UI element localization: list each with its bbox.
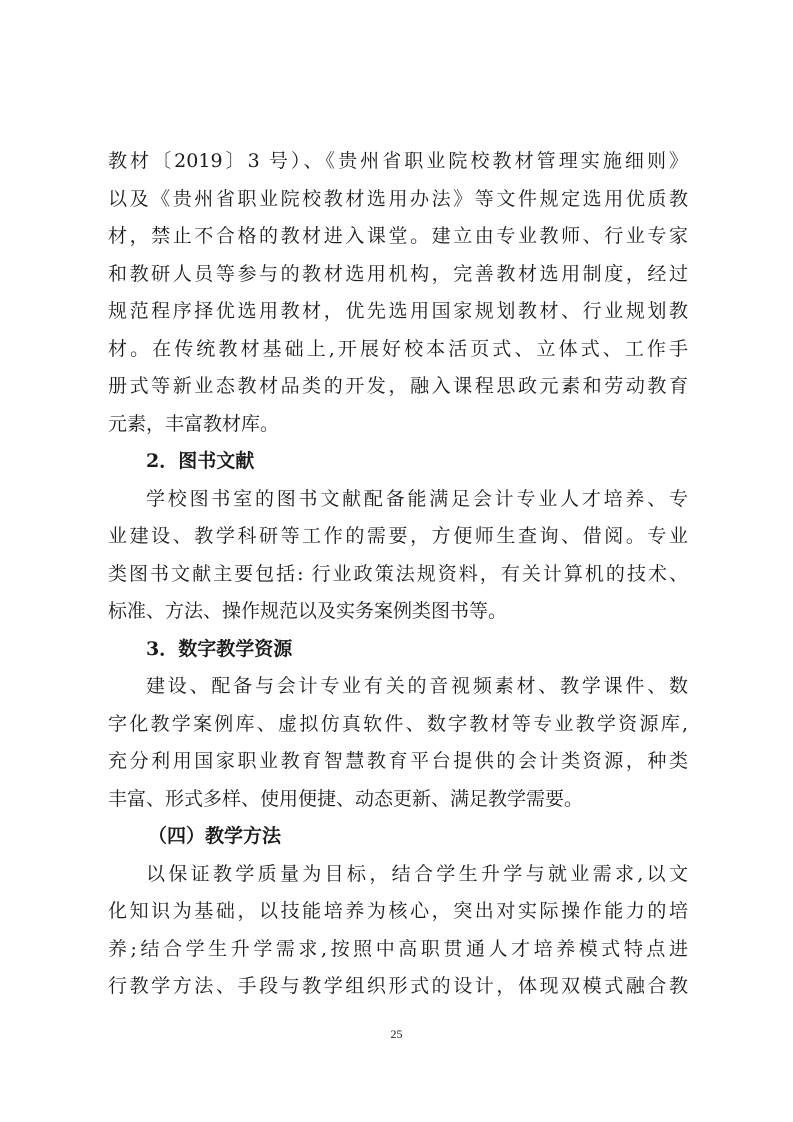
paragraph-line: 以保证教学质量为目标，结合学生升学与就业需求,以文 xyxy=(146,862,688,885)
section-heading: 3．数字教学资源 xyxy=(146,637,293,660)
paragraph-line: 规范程序择优选用教材，优先选用国家规划教材、行业规划教 xyxy=(108,300,688,322)
paragraph-line: 化知识为基础，以技能培养为核心，突出对实际操作能力的培 xyxy=(108,900,688,922)
paragraph-line: 以及《贵州省职业院校教材选用办法》等文件规定选用优质教 xyxy=(108,187,688,210)
paragraph-line: 充分利用国家职业教育智慧教育平台提供的会计类资源，种类 xyxy=(108,750,688,772)
paragraph-line: 类图书文献主要包括: 行业政策法规资料，有关计算机的技术、 xyxy=(108,562,688,585)
document-body xyxy=(108,143,688,1006)
paragraph-line: 丰富、形式多样、使用便捷、动态更新、满足教学需要。 xyxy=(108,787,584,810)
paragraph-line: 建设、配备与会计专业有关的音视频素材、教学课件、数 xyxy=(146,675,688,697)
paragraph-line: 字化教学案例库、虚拟仿真软件、数字教材等专业教学资源库, xyxy=(108,712,688,735)
paragraph-line: 册式等新业态教材品类的开发，融入课程思政元素和劳动教育 xyxy=(108,375,688,397)
paragraph-line: 材，禁止不合格的教材进入课堂。建立由专业教师、行业专家 xyxy=(108,225,688,247)
paragraph-line: 和教研人员等参与的教材选用机构，完善教材选用制度，经过 xyxy=(108,262,688,285)
paragraph-line: 养;结合学生升学需求,按照中高职贯通人才培养模式特点进 xyxy=(108,937,688,960)
paragraph-line: 行教学方法、手段与教学组织形式的设计，体现双模式融合教 xyxy=(108,975,688,997)
paragraph-line: 教材〔2019〕3 号）、《贵州省职业院校教材管理实施细则》 xyxy=(108,150,688,172)
paragraph-line: 学校图书室的图书文献配备能满足会计专业人才培养、专 xyxy=(146,487,688,510)
section-heading: （四）教学方法 xyxy=(148,825,282,847)
paragraph-line: 标准、方法、操作规范以及实务案例类图书等。 xyxy=(108,600,508,622)
paragraph-line: 业建设、教学科研等工作的需要，方便师生查询、借阅。专业 xyxy=(108,525,688,547)
paragraph-line: 元素，丰富教材库。 xyxy=(108,412,280,435)
section-heading: 2．图书文献 xyxy=(146,450,255,472)
page-number: 25 xyxy=(390,1027,403,1041)
paragraph-line: 材。在传统教材基础上,开展好校本活页式、立体式、工作手 xyxy=(108,337,688,360)
